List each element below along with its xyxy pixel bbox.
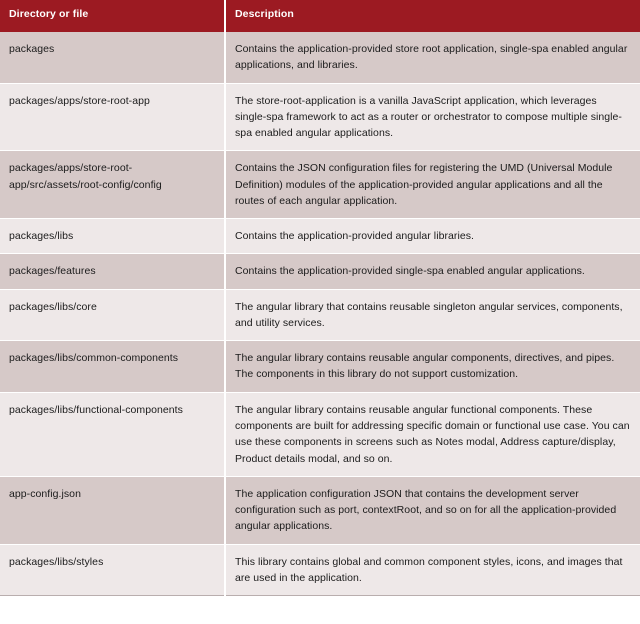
table-row: [0, 392, 640, 476]
table-row: [0, 151, 640, 219]
cell-directory: packages/libs/functional-components: [0, 392, 225, 476]
cell-description: The angular library contains reusable angular components, directives, and pipes. The components in this library do not support customization.: [225, 341, 640, 393]
cell-directory: packages/features: [0, 254, 225, 289]
cell-description: The store-root-application is a vanilla JavaScript application, which leverages single-spa framework to act as a router or orchestrator to compose multiple single-spa enabled angular applications.: [225, 83, 640, 151]
cell-directory: packages/libs/common-components: [0, 341, 225, 393]
column-header-directory: Directory or file: [0, 0, 225, 32]
table-header-row: [0, 0, 640, 32]
cell-directory: packages/apps/store-root-app/src/assets/root-config/config: [0, 151, 225, 219]
table-row: [0, 219, 640, 254]
cell-directory: packages/libs/core: [0, 289, 225, 341]
table-row: [0, 341, 640, 393]
cell-description: This library contains global and common component styles, icons, and images that are used in the application.: [225, 544, 640, 596]
column-header-description: Description: [225, 0, 640, 32]
cell-description: The angular library that contains reusable singleton angular services, components, and utility services.: [225, 289, 640, 341]
table-row: [0, 254, 640, 289]
cell-description: Contains the application-provided single-spa enabled angular applications.: [225, 254, 640, 289]
table-body: [0, 32, 640, 596]
cell-directory: app-config.json: [0, 476, 225, 544]
table-header: [0, 0, 640, 32]
cell-directory: packages: [0, 32, 225, 83]
table-row: [0, 476, 640, 544]
table-row: [0, 289, 640, 341]
cell-directory: packages/apps/store-root-app: [0, 83, 225, 151]
table-row: [0, 32, 640, 83]
table-row: [0, 83, 640, 151]
cell-directory: packages/libs: [0, 219, 225, 254]
cell-description: The angular library contains reusable angular functional components. These components are built for addressing specific domain or functional use case. You can use these components in screens such as Notes modal, Address capture/display, Product details modal, and so on.: [225, 392, 640, 476]
cell-description: The application configuration JSON that contains the development server configuration such as port, contextRoot, and so on for all the application-provided angular applications.: [225, 476, 640, 544]
table-row: [0, 544, 640, 596]
cell-directory: packages/libs/styles: [0, 544, 225, 596]
cell-description: Contains the application-provided store root application, single-spa enabled angular applications, and libraries.: [225, 32, 640, 83]
cell-description: Contains the application-provided angular libraries.: [225, 219, 640, 254]
cell-description: Contains the JSON configuration files for registering the UMD (Universal Module Definition) modules of the application-provided angular applications and all the routes of each angular application.: [225, 151, 640, 219]
